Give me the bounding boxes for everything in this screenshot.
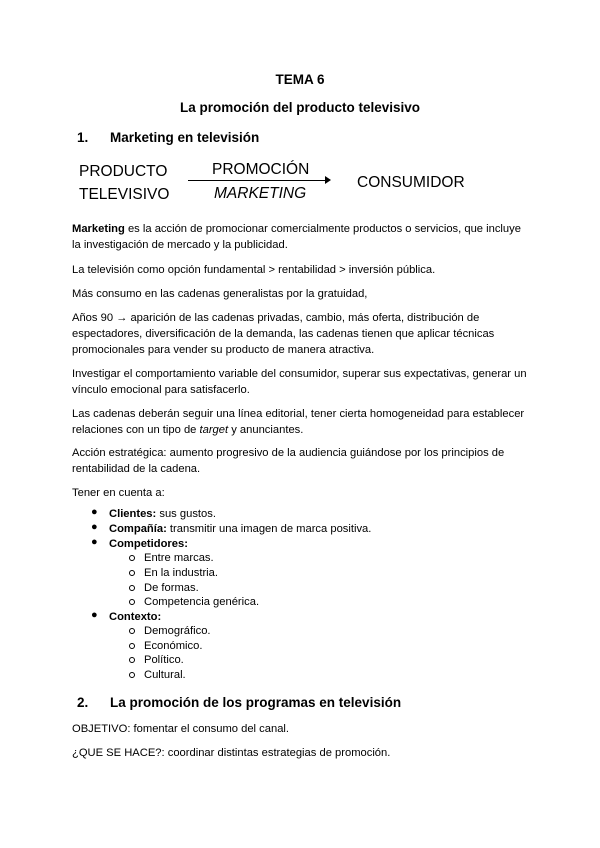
paragraph-90s: Años 90 → aparición de las cadenas privadas, cambio, más oferta, distribución de espectadores, diversificación de la demanda, las cadenas tienen que aplicar técnicas promocionales para vender su producto de manera atractiva. <box>72 312 495 356</box>
diagram-consumer: CONSUMIDOR <box>357 174 465 191</box>
compania-label: Compañía: <box>109 523 167 535</box>
circle-bullet-icon <box>129 628 135 634</box>
circle-bullet-icon <box>129 570 135 576</box>
document-subtitle: La promoción del producto televisivo <box>179 100 421 115</box>
bullet-icon: ● <box>91 521 98 533</box>
circle-bullet-icon <box>129 643 135 649</box>
editorial-text-b: y anunciantes. <box>228 424 304 436</box>
editorial-text-a: Las cadenas deberán seguir una línea editorial, tener cierta homogeneidad para establecer relaciones con un tipo de <box>72 408 525 436</box>
section-1-number: 1. <box>77 130 89 145</box>
paragraph-marketing-definition <box>72 221 532 253</box>
section-2-number: 2. <box>77 695 89 710</box>
marketing-definition-text: es la acción de promocionar comercialmente productos o servicios, que incluye la investigación de mercado y la publicidad. <box>72 223 521 251</box>
compania-text: transmitir una imagen de marca positiva. <box>166 523 372 535</box>
paragraph-consider: Tener en cuenta a: <box>72 487 165 499</box>
section-2-title: La promoción de los programas en televisión <box>110 695 402 710</box>
marketing-term: Marketing <box>72 223 125 235</box>
sub-item: En la industria. <box>144 567 219 579</box>
circle-bullet-icon <box>129 657 135 663</box>
document-title: TEMA 6 <box>275 72 325 87</box>
paragraph-tv-option: La televisión como opción fundamental > rentabilidad > inversión pública. <box>72 264 436 276</box>
diagram-promotion: PROMOCIÓN <box>212 161 310 178</box>
clientes-label: Clientes: <box>109 508 157 520</box>
circle-bullet-icon <box>129 585 135 591</box>
list-item-contexto: Contexto: <box>109 611 162 623</box>
paragraph-que-se-hace: ¿QUE SE HACE?: coordinar distintas estrategias de promoción. <box>72 747 391 759</box>
paragraph-editorial-line <box>72 406 532 438</box>
paragraph-objetivo: OBJETIVO: fomentar el consumo del canal. <box>72 723 290 735</box>
paragraph-consumption: Más consumo en las cadenas generalistas por la gratuidad, <box>72 288 368 300</box>
sub-item: Demográfico. <box>144 625 211 637</box>
section-1-heading <box>77 130 259 145</box>
sub-item: Competencia genérica. <box>144 596 260 608</box>
clientes-text: sus gustos. <box>156 508 216 520</box>
sub-item: De formas. <box>144 582 199 594</box>
circle-bullet-icon <box>129 555 135 561</box>
target-term: target <box>199 424 229 436</box>
section-2-heading <box>77 695 401 710</box>
sub-item: Económico. <box>144 640 203 652</box>
diagram-marketing: MARKETING <box>214 185 307 202</box>
bullet-icon: ● <box>91 609 98 621</box>
circle-bullet-icon <box>129 672 135 678</box>
sub-item: Político. <box>144 654 184 666</box>
list-item-competidores: Competidores: <box>109 538 188 550</box>
sub-item: Cultural. <box>144 669 186 681</box>
paragraph-strategic-action: Acción estratégica: aumento progresivo de la audiencia guiándose por los principios de rentabilidad de la cadena. <box>72 447 505 475</box>
diagram-product-line2: TELEVISIVO <box>79 186 170 203</box>
bullet-icon: ● <box>91 536 98 548</box>
list-item-clientes <box>109 507 216 521</box>
paragraph-consumer-behavior: Investigar el comportamiento variable del consumidor, superar sus expectativas, generar un vínculo emocional para satisfacerlo. <box>72 368 527 396</box>
list-item-compania <box>109 522 371 536</box>
sub-item: Entre marcas. <box>144 552 214 564</box>
diagram-arrow-icon <box>325 176 331 184</box>
circle-bullet-icon <box>129 599 135 605</box>
section-1-title: Marketing en televisión <box>110 130 260 145</box>
diagram-product-line1: PRODUCTO <box>79 163 168 180</box>
bullet-icon: ● <box>91 506 98 518</box>
diagram-arrow-line <box>188 180 328 181</box>
